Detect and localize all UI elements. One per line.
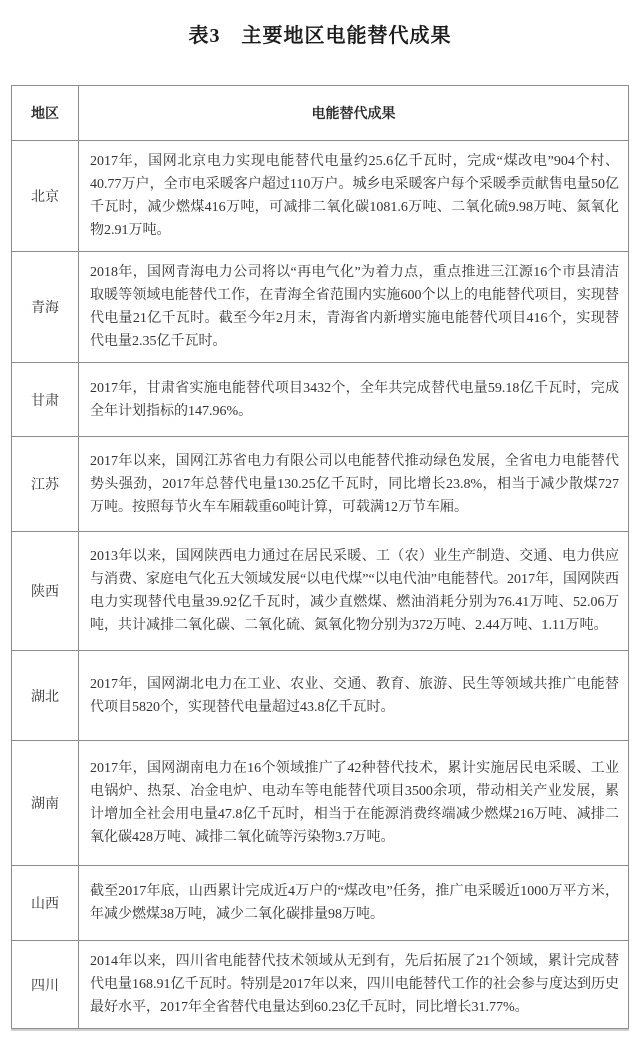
table-row: [12, 437, 629, 532]
table-title: 表3 主要地区电能替代成果: [188, 25, 452, 47]
table-row: [12, 941, 629, 1029]
region-column-header: 地区: [12, 86, 79, 141]
table-row: [12, 252, 629, 363]
region-cell: 青海: [12, 252, 79, 363]
result-cell: 2013年以来，国网陕西电力通过在居民采暖、工（农）业生产制造、交通、电力供应与消费、家庭电气化五大领域发展“以电代煤”“以电代油”电能替代。2017年，国网陕西电力实现替代电量39.92亿千瓦时，减少直燃煤、燃油消耗分别为76.41万吨、52.06万吨，共计减排二氧化碳、二氧化硫、氮氧化物分别为372万吨、2.44万吨、1.11万吨。: [79, 532, 629, 651]
region-cell: 陕西: [12, 532, 79, 651]
result-cell: 2014年以来，四川省电能替代技术领域从无到有，先后拓展了21个领域，累计完成替代电量168.91亿千瓦时。特别是2017年以来，四川电能替代工作的社会参与度达到历史最好水平，2017年全省替代电量达到60.23亿千瓦时，同比增长31.77%。: [79, 941, 629, 1029]
region-cell: 江苏: [12, 437, 79, 532]
region-cell: 山西: [12, 866, 79, 941]
table-row: [12, 866, 629, 941]
result-cell: 2018年，国网青海电力公司将以“再电气化”为着力点，重点推进三江源16个市县清洁取暖等领域电能替代工作，在青海全省范围内实施600个以上的电能替代项目，实现替代电量21亿千瓦时。截至今年2月末，青海省内新增实施电能替代项目416个，实现替代电量2.35亿千瓦时。: [79, 252, 629, 363]
result-column-header: 电能替代成果: [79, 86, 629, 141]
result-cell: 2017年，国网湖南电力在16个领域推广了42种替代技术，累计实施居民电采暖、工业电锅炉、热泵、冶金电炉、电动车等电能替代项目3500余项，带动相关产业发展，累计增加全社会用电量47.8亿千瓦时，相当于在能源消费终端减少燃煤216万吨、减排二氧化碳428万吨、减排二氧化硫等污染物3.7万吨。: [79, 741, 629, 866]
region-cell: 湖北: [12, 651, 79, 741]
result-cell: 截至2017年底，山西累计完成近4万户的“煤改电”任务，推广电采暖近1000万平方米，年减少燃煤38万吨，减少二氧化碳排量98万吨。: [79, 866, 629, 941]
region-cell: 甘肃: [12, 363, 79, 437]
result-cell: 2017年，国网北京电力实现电能替代电量约25.6亿千瓦时，完成“煤改电”904个村、40.77万户，全市电采暖客户超过110万户。城乡电采暖客户每个采暖季贡献售电量50亿千瓦时，减少燃煤416万吨，可减排二氧化碳1081.6万吨、二氧化硫9.98万吨、氮氧化物2.91万吨。: [79, 141, 629, 252]
results-table-body: [12, 141, 629, 1029]
table-row: [12, 363, 629, 437]
region-cell: 湖南: [12, 741, 79, 866]
table-row: [12, 741, 629, 866]
results-table: [11, 85, 629, 1029]
table-row: [12, 532, 629, 651]
table-row: [12, 651, 629, 741]
result-cell: 2017年，国网湖北电力在工业、农业、交通、教育、旅游、民生等领域共推广电能替代项目5820个，实现替代电量超过43.8亿千瓦时。: [79, 651, 629, 741]
result-cell: 2017年以来，国网江苏省电力有限公司以电能替代推动绿色发展，全省电力电能替代势头强劲，2017年总替代电量130.25亿千瓦时，同比增长23.8%，相当于减少散煤727万吨。按照每节火车车厢载重60吨计算，可载满12万节车厢。: [79, 437, 629, 532]
region-cell: 北京: [12, 141, 79, 252]
result-cell: 2017年，甘肃省实施电能替代项目3432个，全年共完成替代电量59.18亿千瓦时，完成全年计划指标的147.96%。: [79, 363, 629, 437]
region-cell: 四川: [12, 941, 79, 1029]
table-header-row: [12, 86, 629, 141]
table-row: [12, 141, 629, 252]
